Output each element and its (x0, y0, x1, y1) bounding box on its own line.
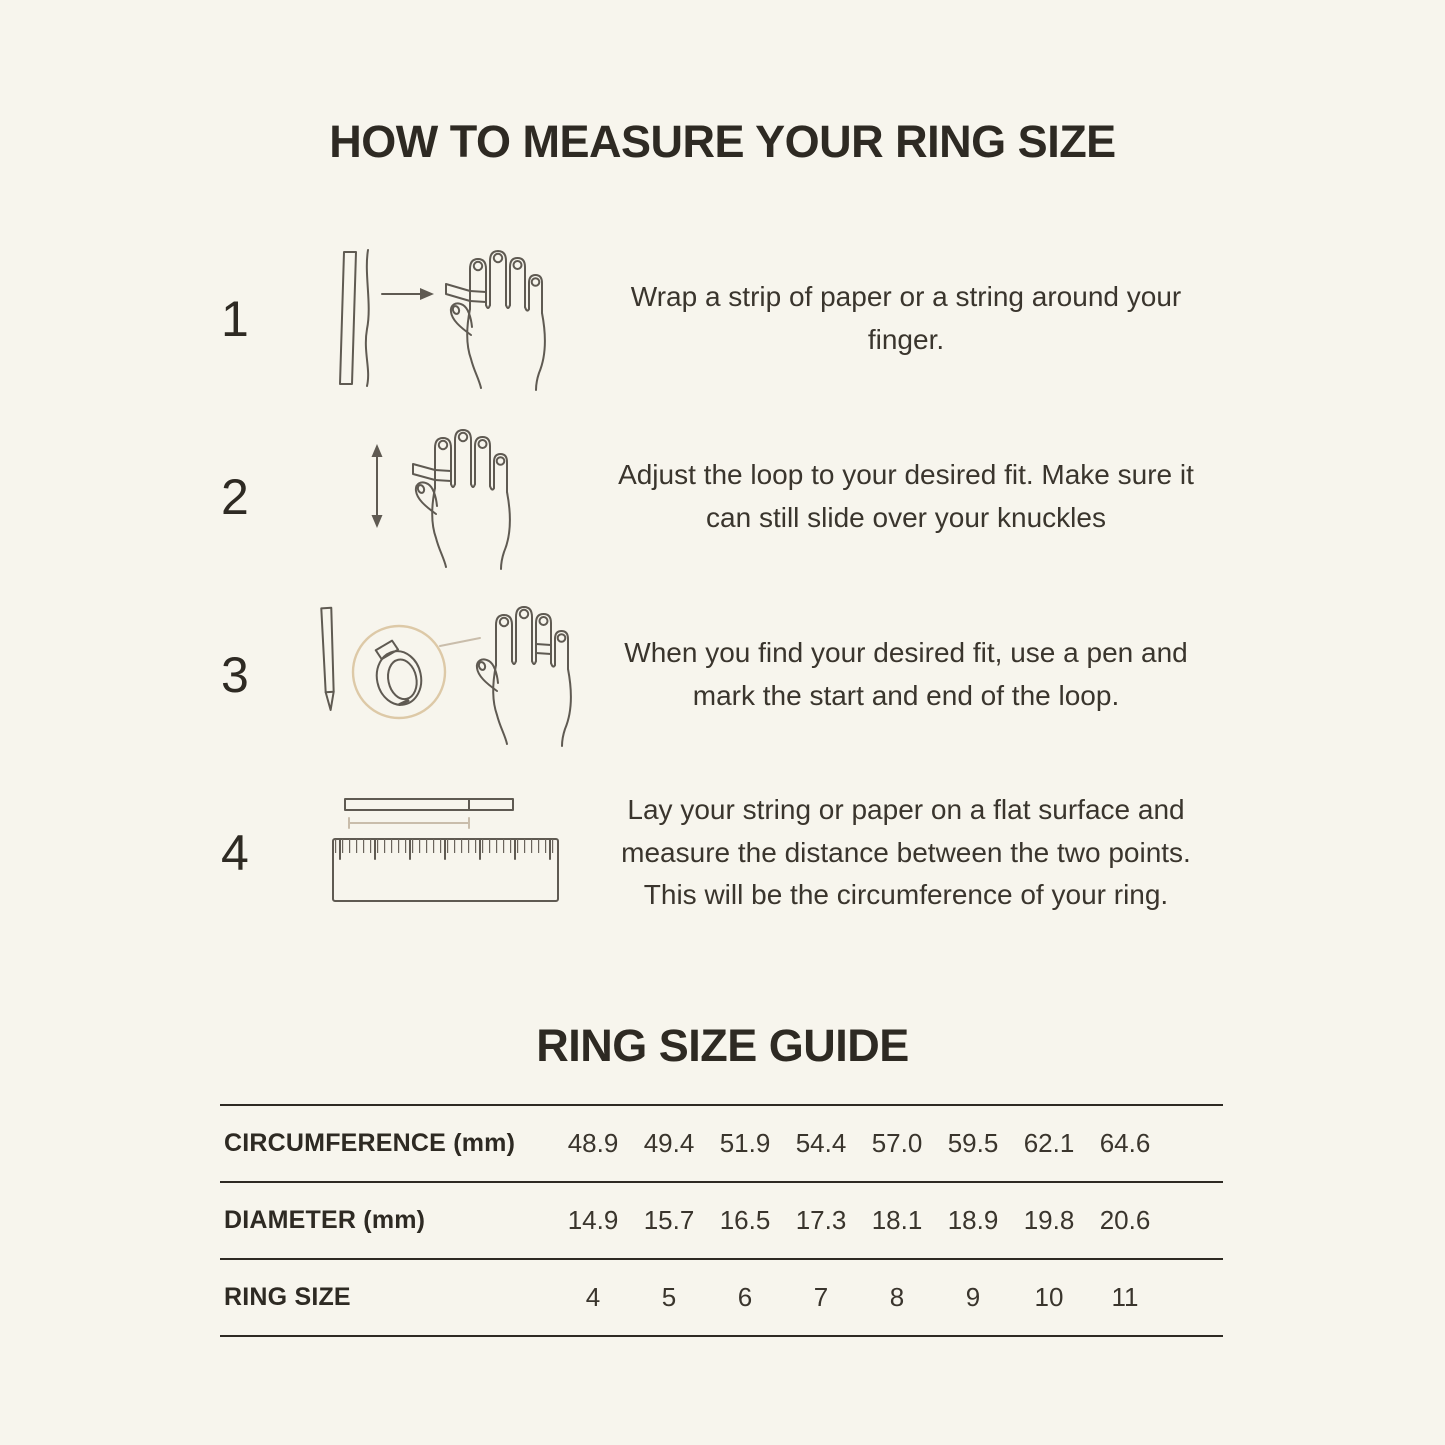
table-cell: 18.9 (947, 1205, 999, 1235)
table-cell: 6 (737, 1282, 753, 1312)
ring-size-guide-page (0, 116, 1445, 1445)
step-1-text: Wrap a strip of paper or a string around your finger. (630, 281, 1182, 355)
pen-loop-magnifier-hand-icon (314, 600, 576, 750)
table-row-ring-size (220, 1258, 1223, 1335)
row-label: DIAMETER (mm) (224, 1206, 426, 1234)
table-cell: 17.3 (795, 1205, 847, 1235)
table-cell: 49.4 (643, 1128, 695, 1158)
ring-size-table (220, 1104, 1223, 1337)
step-4-number: 4 (221, 825, 249, 881)
step-1-row (205, 230, 1190, 408)
hand-icon (446, 251, 545, 390)
step-1-illustration (280, 244, 610, 394)
table-cell: 16.5 (719, 1205, 771, 1235)
measure-bracket-icon (349, 818, 469, 828)
table-cell: 5 (661, 1282, 677, 1312)
pen-icon (321, 608, 336, 710)
table-cell: 48.9 (567, 1128, 619, 1158)
hand-slide-arrow-icon (363, 422, 528, 572)
step-2-row (205, 408, 1194, 586)
table-cell: 57.0 (871, 1128, 923, 1158)
ring-band-icon (536, 644, 551, 654)
row-label: RING SIZE (224, 1283, 351, 1311)
step-4-text: Lay your string or paper on a flat surface and measure the distance between the two points. This will be the circumference of your ring. (621, 794, 1191, 911)
row-label: CIRCUMFERENCE (mm) (224, 1129, 516, 1157)
table-cell: 10 (1034, 1282, 1064, 1312)
arrow-right-icon (382, 288, 434, 300)
strip-string-hand-icon (330, 244, 560, 394)
step-3-number: 3 (221, 647, 249, 703)
paper-strip-icon (340, 252, 356, 384)
table-cell: 64.6 (1099, 1128, 1151, 1158)
step-3-text: When you find your desired fit, use a pen and mark the start and end of the loop. (624, 637, 1188, 711)
table-cell: 7 (813, 1282, 829, 1312)
table-cell: 14.9 (567, 1205, 619, 1235)
step-3-illustration (280, 600, 610, 750)
table-cell: 11 (1111, 1282, 1139, 1312)
table-cell: 18.1 (871, 1205, 923, 1235)
table-cell: 15.7 (643, 1205, 695, 1235)
strip-ruler-icon (323, 791, 568, 916)
loop-band-icon (413, 464, 451, 481)
step-2-number: 2 (221, 469, 249, 525)
step-1-number: 1 (221, 291, 249, 347)
callout-line (440, 638, 480, 646)
ruler-icon (333, 839, 558, 901)
size-guide-title: RING SIZE GUIDE (536, 1020, 909, 1071)
step-2-illustration (280, 422, 610, 572)
hand-icon (477, 607, 571, 746)
loop-band-icon (446, 284, 486, 302)
row-values (555, 1205, 1223, 1236)
table-row-diameter (220, 1181, 1223, 1258)
row-values (555, 1282, 1223, 1313)
table-cell: 19.8 (1023, 1205, 1075, 1235)
table-cell: 20.6 (1099, 1205, 1151, 1235)
table-cell: 8 (889, 1282, 905, 1312)
table-row-circumference (220, 1104, 1223, 1181)
table-cell: 54.4 (795, 1128, 847, 1158)
table-cell: 9 (965, 1282, 981, 1312)
table-cell: 51.9 (719, 1128, 771, 1158)
step-4-row (205, 764, 1190, 942)
row-values (555, 1128, 1223, 1159)
table-cell: 4 (585, 1282, 601, 1312)
table-cell: 62.1 (1023, 1128, 1075, 1158)
page-title: HOW TO MEASURE YOUR RING SIZE (329, 116, 1116, 167)
hand-icon (413, 430, 510, 569)
string-icon (366, 250, 369, 386)
paper-loop-icon (370, 636, 427, 709)
step-3-row (205, 586, 1190, 764)
table-cell: 59.5 (947, 1128, 999, 1158)
step-2-text: Adjust the loop to your desired fit. Make sure it can still slide over your knuckles (618, 459, 1194, 533)
arrow-up-down-icon (371, 444, 382, 528)
paper-strip-icon (345, 799, 513, 810)
step-4-illustration (280, 791, 610, 916)
steps-list (205, 230, 1194, 942)
